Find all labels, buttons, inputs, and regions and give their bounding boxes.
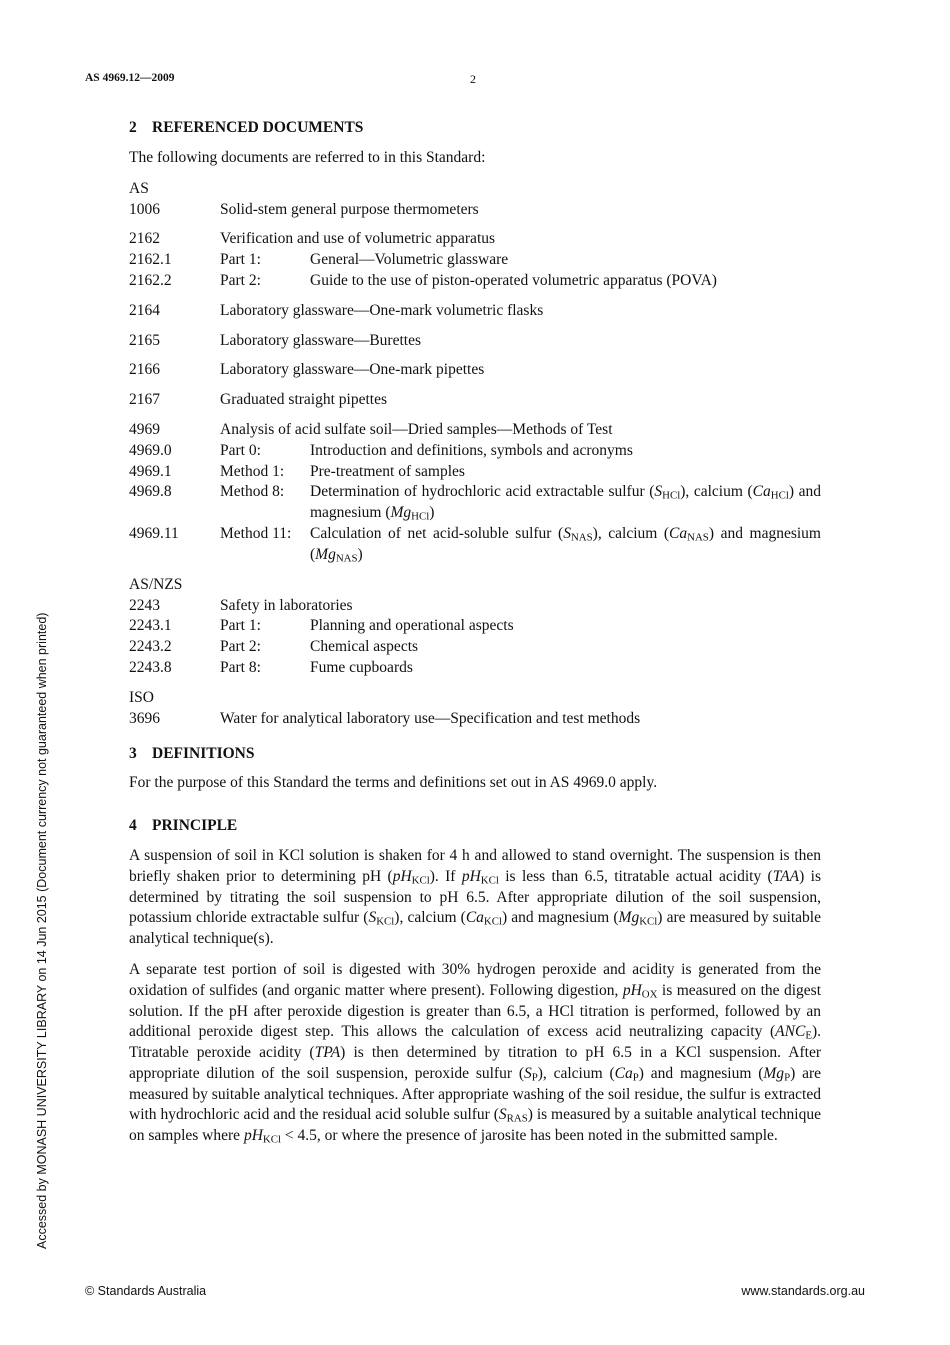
part-label: Method 11: xyxy=(220,524,292,542)
part-code: 4969.8 xyxy=(129,483,172,501)
part-code: 4969.1 xyxy=(129,462,172,480)
part-label: Part 1: xyxy=(220,251,261,269)
footer-website: www.standards.org.au xyxy=(741,1284,865,1298)
section-number: 3 xyxy=(129,744,137,762)
reference-part-row xyxy=(129,524,821,566)
reference-code: 2162 xyxy=(129,230,160,248)
part-label: Part 8: xyxy=(220,658,261,676)
part-title: Chemical aspects xyxy=(310,638,419,656)
reference-part-row xyxy=(129,271,821,292)
part-code: 2243.2 xyxy=(129,638,172,656)
part-code: 2162.2 xyxy=(129,271,172,289)
reference-title: Safety in laboratories xyxy=(220,596,353,614)
definitions-text: For the purpose of this Standard the terms and definitions set out in AS 4969.0 apply. xyxy=(129,774,658,792)
part-label: Part 1: xyxy=(220,617,261,635)
reference-title: Laboratory glassware—One-mark volumetric flasks xyxy=(220,301,544,319)
section-title: PRINCIPLE xyxy=(152,817,238,835)
part-title: General—Volumetric glassware xyxy=(310,251,509,269)
reference-part-row xyxy=(129,637,821,658)
document-code: AS 4969.12—2009 xyxy=(85,72,175,84)
reference-row xyxy=(129,360,821,381)
asnzs-reference-list xyxy=(129,596,821,679)
reference-part-row xyxy=(129,658,821,679)
part-entry xyxy=(220,271,821,292)
section-2-heading xyxy=(129,118,821,139)
section-3-heading xyxy=(129,744,821,765)
part-title: Determination of hydrochloric acid extractable sulfur $(S_{HCl})$, calcium $(Ca_{HCl})$ and magnesium $(Mg_{HCl})$ xyxy=(310,483,821,523)
reference-title: Verification and use of volumetric apparatus xyxy=(220,230,496,248)
section-number: 4 xyxy=(129,817,137,835)
reference-part-row xyxy=(129,462,821,483)
reference-group xyxy=(129,596,821,679)
part-label: Method 1: xyxy=(220,462,285,480)
footer-copyright: © Standards Australia xyxy=(85,1284,207,1298)
part-title: Planning and operational aspects xyxy=(310,617,514,635)
standards-body-label: AS xyxy=(129,179,149,197)
part-entry xyxy=(220,482,821,524)
part-entry xyxy=(220,616,821,637)
standards-body-label: ISO xyxy=(129,688,154,706)
reference-group xyxy=(129,200,821,221)
page-number: 2 xyxy=(470,72,476,86)
reference-part-row xyxy=(129,441,821,462)
reference-row xyxy=(129,390,821,411)
reference-code: 2167 xyxy=(129,391,160,409)
reference-code: 4969 xyxy=(129,420,160,438)
section-number: 2 xyxy=(129,119,137,136)
part-title: Calculation of net acid-soluble sulfur $(S_{NAS})$, calcium $(Ca_{NAS})$ and magnesium $(Mg_{NAS})$ xyxy=(310,524,821,565)
part-code: 4969.11 xyxy=(129,524,179,542)
part-title: Guide to the use of piston-operated volumetric apparatus (POVA) xyxy=(310,271,717,289)
reference-part-row xyxy=(129,250,821,271)
section-title: REFERENCED DOCUMENTS xyxy=(152,119,364,136)
part-entry xyxy=(220,462,821,483)
as-reference-list xyxy=(129,200,821,566)
reference-group xyxy=(129,420,821,566)
reference-row xyxy=(129,709,821,730)
part-title: Fume cupboards xyxy=(310,658,413,676)
reference-row xyxy=(129,331,821,352)
part-entry xyxy=(220,658,821,679)
section-4-heading xyxy=(129,816,821,837)
references-intro: The following documents are referred to in this Standard: xyxy=(129,148,486,166)
part-label: Method 8: xyxy=(220,483,285,501)
reference-group xyxy=(129,301,821,322)
reference-part-row xyxy=(129,482,821,524)
principle-paragraph-2: A separate test portion of soil is digested with 30% hydrogen peroxide and acidity is generated from the oxidation of sulfides (and organic matter where present). Following digestion, $pH_{OX}$ is measured on the digest solution. If the pH after peroxide digestion is greater than 6.5, a HCl titration is performed, followed by an additional peroxide digest step. This allows the calculation of excess acid neutralizing capacity $(ANC_E)$. Titratable peroxide acidity (TPA) is then determined by titration to pH 6.5 in a KCl suspension. After appropriate dilution of the soil suspension, peroxide sulfur $(S_P)$, calcium $(Ca_P)$ and magnesium $(Mg_P)$ are measured by suitable analytical techniques. After appropriate washing of the soil residue, the sulfur is extracted with hydrochloric acid and the residual acid soluble sulfur $(S_{RAS})$ is measured by a suitable analytical technique on samples where $pH_{KCl} < 4.5$, or where the presence of jarosite has been noted in the submitted sample. xyxy=(129,960,821,1146)
reference-row xyxy=(129,200,821,221)
part-entry xyxy=(220,524,821,566)
part-entry xyxy=(220,250,821,271)
part-title: Introduction and definitions, symbols and acronyms xyxy=(310,441,633,459)
reference-row xyxy=(129,596,821,617)
page-body xyxy=(129,118,821,1157)
reference-code: 2165 xyxy=(129,331,160,349)
reference-code: 2164 xyxy=(129,301,160,319)
part-label: Part 0: xyxy=(220,441,261,459)
part-label: Part 2: xyxy=(220,271,261,289)
reference-title: Laboratory glassware—Burettes xyxy=(220,331,422,349)
reference-code: 1006 xyxy=(129,200,160,218)
part-label: Part 2: xyxy=(220,638,261,656)
part-code: 4969.0 xyxy=(129,441,172,459)
reference-group xyxy=(129,360,821,381)
reference-title: Graduated straight pipettes xyxy=(220,391,388,409)
reference-row xyxy=(129,229,821,250)
part-entry xyxy=(220,441,821,462)
reference-group xyxy=(129,229,821,291)
principle-paragraph-1: A suspension of soil in KCl solution is shaken for 4 h and allowed to stand overnight. The suspension is then briefly shaken prior to determining pH $(pH_{KCl})$. If $pH_{KCl}$ is less than 6.5, titratable actual acidity (TAA) is determined by titrating the soil suspension to pH 6.5. After appropriate dilution of the soil suspension, potassium chloride extractable sulfur $(S_{KCl})$, calcium $(Ca_{KCl})$ and magnesium $(Mg_{KCl})$ are measured by suitable analytical technique(s). xyxy=(129,846,822,948)
part-entry xyxy=(220,637,821,658)
part-code: 2243.1 xyxy=(129,617,172,635)
reference-title: Analysis of acid sulfate soil—Dried samples—Methods of Test xyxy=(220,420,613,438)
reference-part-row xyxy=(129,616,821,637)
reference-code: 3696 xyxy=(129,709,160,727)
access-watermark: Accessed by MONASH UNIVERSITY LIBRARY on 14 Jun 2015 (Document currency not guaranteed when printed) xyxy=(35,612,49,1249)
reference-row xyxy=(129,420,821,441)
reference-group xyxy=(129,709,821,730)
part-title: Pre-treatment of samples xyxy=(310,462,465,480)
part-code: 2243.8 xyxy=(129,658,172,676)
reference-title: Solid-stem general purpose thermometers xyxy=(220,200,479,218)
reference-title: Water for analytical laboratory use—Specification and test methods xyxy=(220,709,641,727)
section-title: DEFINITIONS xyxy=(152,744,255,762)
reference-code: 2243 xyxy=(129,596,160,614)
iso-reference-list xyxy=(129,709,821,730)
reference-group xyxy=(129,331,821,352)
standards-body-label: AS/NZS xyxy=(129,575,183,593)
reference-group xyxy=(129,390,821,411)
reference-code: 2166 xyxy=(129,361,160,379)
part-code: 2162.1 xyxy=(129,251,172,269)
reference-row xyxy=(129,301,821,322)
reference-title: Laboratory glassware—One-mark pipettes xyxy=(220,361,485,379)
